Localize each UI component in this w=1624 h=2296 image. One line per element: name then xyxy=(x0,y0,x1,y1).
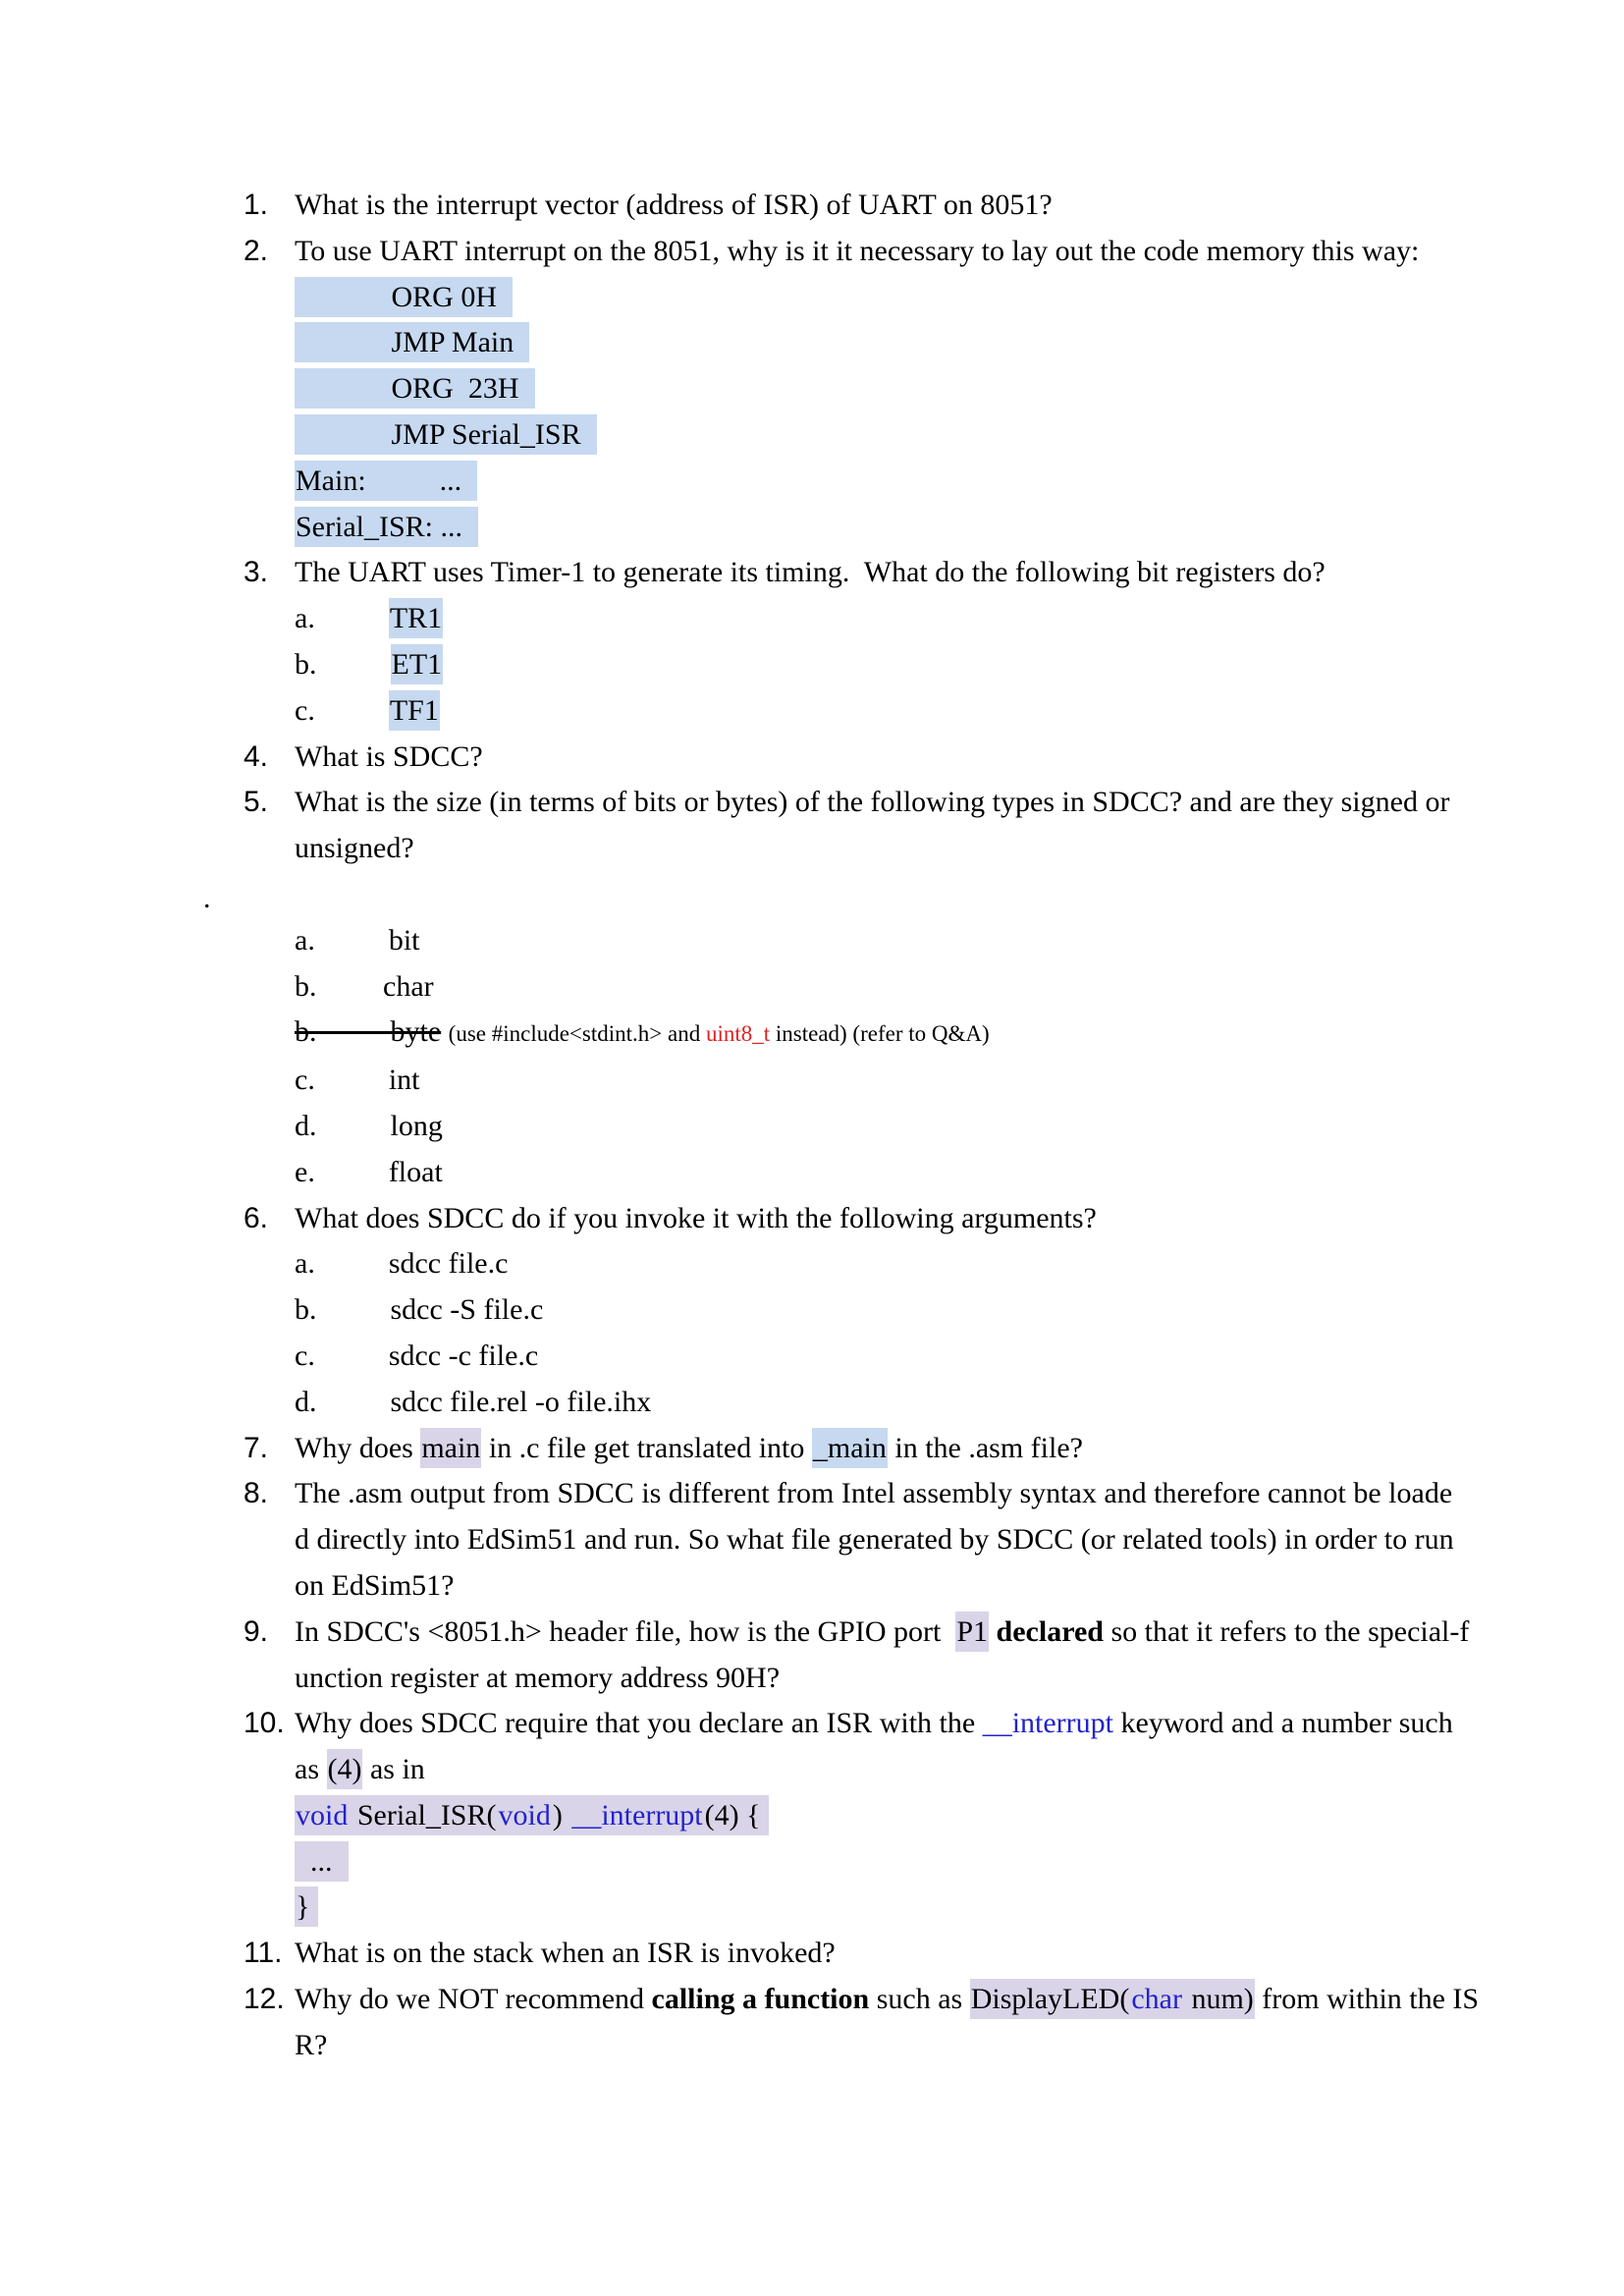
question-5 xyxy=(244,780,1520,1195)
question-content xyxy=(295,1701,1520,1931)
highlighted-text: _main xyxy=(812,1428,888,1468)
highlighted-text: num) xyxy=(1183,1979,1255,2019)
question-line xyxy=(295,1150,1520,1196)
stray-period: . xyxy=(203,882,211,914)
question-11 xyxy=(244,1931,1520,1977)
question-line xyxy=(295,1334,1520,1380)
question-number: 2. xyxy=(244,234,269,267)
text-run: b. sdcc -S file.c xyxy=(295,1293,544,1327)
text-run: calling a function xyxy=(651,1983,870,2016)
question-line xyxy=(295,1287,1520,1334)
text-run: so that it refers to the special-f xyxy=(1103,1614,1470,1648)
question-content xyxy=(295,1471,1520,1609)
question-line xyxy=(295,459,1520,505)
question-line xyxy=(295,1885,1520,1931)
question-line xyxy=(295,1656,1520,1702)
highlighted-text: ) xyxy=(552,1795,571,1835)
question-content xyxy=(295,1426,1520,1472)
text-run: b. byte xyxy=(295,1015,442,1049)
text-run: c. sdcc -c file.c xyxy=(295,1339,539,1372)
question-line xyxy=(295,1931,1520,1977)
text-run: on EdSim51? xyxy=(295,1568,455,1602)
highlighted-text: DisplayLED( xyxy=(970,1979,1131,2019)
text-run: __interrupt xyxy=(982,1707,1113,1740)
question-content xyxy=(295,229,1520,551)
question-number: 5. xyxy=(244,786,269,819)
text-run: in .c file get translated into xyxy=(481,1431,812,1464)
question-number: 3. xyxy=(244,556,269,589)
question-line xyxy=(295,550,1520,596)
text-run: a. xyxy=(295,602,389,635)
question-line xyxy=(295,1010,1520,1058)
question-number: 7. xyxy=(244,1431,269,1464)
highlighted-text: char xyxy=(1130,1979,1183,2019)
text-run: What is the size (in terms of bits or bytes) of the following types in SDCC? and are they signed or xyxy=(295,786,1450,819)
question-line xyxy=(295,505,1520,551)
question-line xyxy=(295,275,1520,321)
question-10 xyxy=(244,1701,1520,1931)
question-line xyxy=(295,596,1520,642)
text-run: declared xyxy=(996,1614,1104,1648)
question-line xyxy=(295,229,1520,275)
question-line xyxy=(295,1104,1520,1150)
text-run: R? xyxy=(295,2028,328,2061)
highlighted-text: } xyxy=(295,1886,318,1927)
question-line xyxy=(295,918,1520,964)
text-run: The .asm output from SDCC is different from Intel assembly syntax and therefore cannot be loade xyxy=(295,1477,1453,1510)
question-line xyxy=(295,688,1520,735)
text-run: The UART uses Timer-1 to generate its timing. What do the following bit registers do? xyxy=(295,556,1326,589)
question-number: 4. xyxy=(244,739,269,773)
text-run xyxy=(295,878,302,910)
text-run: a. sdcc file.c xyxy=(295,1247,509,1281)
text-run: unsigned? xyxy=(295,832,414,865)
text-run: from within the IS xyxy=(1254,1983,1480,2016)
question-line xyxy=(295,1977,1520,2023)
highlighted-text: ... xyxy=(295,1841,349,1882)
highlighted-text: Serial_ISR: ... xyxy=(295,507,478,547)
question-line xyxy=(295,1793,1520,1839)
highlighted-text: TF1 xyxy=(389,690,440,731)
highlighted-text: main xyxy=(420,1428,481,1468)
question-number: 1. xyxy=(244,189,269,221)
text-run: b. char xyxy=(295,969,434,1003)
highlighted-text: ORG 0H xyxy=(295,277,513,317)
text-run xyxy=(989,1615,997,1648)
question-content xyxy=(295,183,1520,229)
text-run: Why does xyxy=(295,1431,421,1464)
question-line xyxy=(295,1839,1520,1886)
text-run: d. sdcc file.rel -o file.ihx xyxy=(295,1385,652,1418)
text-run: b. xyxy=(295,647,391,681)
highlighted-text: ET1 xyxy=(391,644,444,684)
highlighted-text: (4) { xyxy=(704,1795,769,1835)
text-run: in the .asm file? xyxy=(887,1431,1083,1464)
text-run: What does SDCC do if you invoke it with the following arguments? xyxy=(295,1201,1097,1234)
question-line xyxy=(295,780,1520,826)
text-run: c. int xyxy=(295,1064,420,1097)
question-line xyxy=(295,1701,1520,1747)
question-line xyxy=(295,1241,1520,1287)
highlighted-text: void xyxy=(498,1795,552,1835)
text-run: such as xyxy=(869,1983,970,2016)
question-2 xyxy=(244,229,1520,551)
question-3 xyxy=(244,550,1520,734)
question-line xyxy=(295,412,1520,459)
question-line xyxy=(295,872,1520,918)
question-line xyxy=(295,1610,1520,1656)
question-number: 12. xyxy=(244,1983,285,2016)
text-run: a. bit xyxy=(295,923,420,957)
text-run: e. float xyxy=(295,1155,443,1188)
question-content xyxy=(295,1610,1520,1702)
question-9 xyxy=(244,1610,1520,1702)
question-line xyxy=(295,1563,1520,1610)
text-run: keyword and a number such xyxy=(1113,1707,1453,1740)
question-content xyxy=(295,550,1520,734)
question-line xyxy=(295,826,1520,872)
question-line xyxy=(295,1517,1520,1563)
highlighted-text: ORG 23H xyxy=(295,368,535,409)
question-8 xyxy=(244,1471,1520,1609)
question-line xyxy=(295,642,1520,688)
question-content xyxy=(295,780,1520,1195)
question-line xyxy=(295,366,1520,412)
question-line xyxy=(295,183,1520,229)
highlighted-text: P1 xyxy=(955,1612,989,1652)
highlighted-text: JMP Serial_ISR xyxy=(295,414,597,455)
question-content xyxy=(295,1977,1520,2069)
text-run: as in xyxy=(362,1753,425,1786)
highlighted-text: TR1 xyxy=(389,598,443,638)
question-line xyxy=(295,964,1520,1011)
question-content xyxy=(295,1931,1520,1977)
highlighted-text: Serial_ISR( xyxy=(349,1795,497,1835)
text-run: unction register at memory address 90H? xyxy=(295,1661,781,1694)
text-run: d. long xyxy=(295,1109,443,1142)
text-run: In SDCC's <8051.h> header file, how is the GPIO port xyxy=(295,1614,956,1648)
text-run: Why do we NOT recommend xyxy=(295,1983,652,2016)
question-6 xyxy=(244,1196,1520,1426)
text-run: Why does SDCC require that you declare an ISR with the xyxy=(295,1707,983,1740)
text-run xyxy=(441,1015,449,1048)
highlighted-text: void xyxy=(295,1795,349,1835)
question-line xyxy=(295,1058,1520,1104)
question-line xyxy=(295,2023,1520,2069)
question-content xyxy=(295,1196,1520,1426)
question-content xyxy=(295,735,1520,781)
question-number: 9. xyxy=(244,1614,269,1648)
text-run: What is SDCC? xyxy=(295,739,483,773)
text-run: To use UART interrupt on the 8051, why is it it necessary to lay out the code memory this way: xyxy=(295,234,1420,267)
highlighted-text: Main: ... xyxy=(295,461,477,501)
question-number: 11. xyxy=(244,1937,283,1970)
text-run: What is the interrupt vector (address of ISR) of UART on 8051? xyxy=(295,189,1053,221)
text-run: uint8_t xyxy=(705,1021,771,1047)
question-number: 8. xyxy=(244,1477,269,1510)
question-line xyxy=(295,320,1520,366)
text-run: d directly into EdSim51 and run. So what file generated by SDCC (or related tools) in order to run xyxy=(295,1523,1454,1557)
question-number: 6. xyxy=(244,1201,269,1234)
question-line xyxy=(295,1196,1520,1242)
question-line xyxy=(295,1747,1520,1793)
highlighted-text: (4) xyxy=(327,1749,363,1789)
question-line xyxy=(295,1426,1520,1472)
question-7 xyxy=(244,1426,1520,1472)
question-number: 10. xyxy=(244,1707,285,1740)
question-4 xyxy=(244,735,1520,781)
text-run: as xyxy=(295,1753,327,1786)
question-12 xyxy=(244,1977,1520,2069)
text-run: (use #include<stdint.h> and xyxy=(448,1021,706,1047)
text-run: instead) (refer to Q&A) xyxy=(770,1021,990,1047)
text-run: c. xyxy=(295,693,389,727)
question-list xyxy=(244,183,1520,2069)
question-line xyxy=(295,735,1520,781)
question-line xyxy=(295,1380,1520,1426)
question-1 xyxy=(244,183,1520,229)
highlighted-text: __interrupt xyxy=(570,1795,703,1835)
highlighted-text: JMP Main xyxy=(295,322,529,362)
text-run: What is on the stack when an ISR is invoked? xyxy=(295,1937,836,1970)
question-line xyxy=(295,1471,1520,1517)
